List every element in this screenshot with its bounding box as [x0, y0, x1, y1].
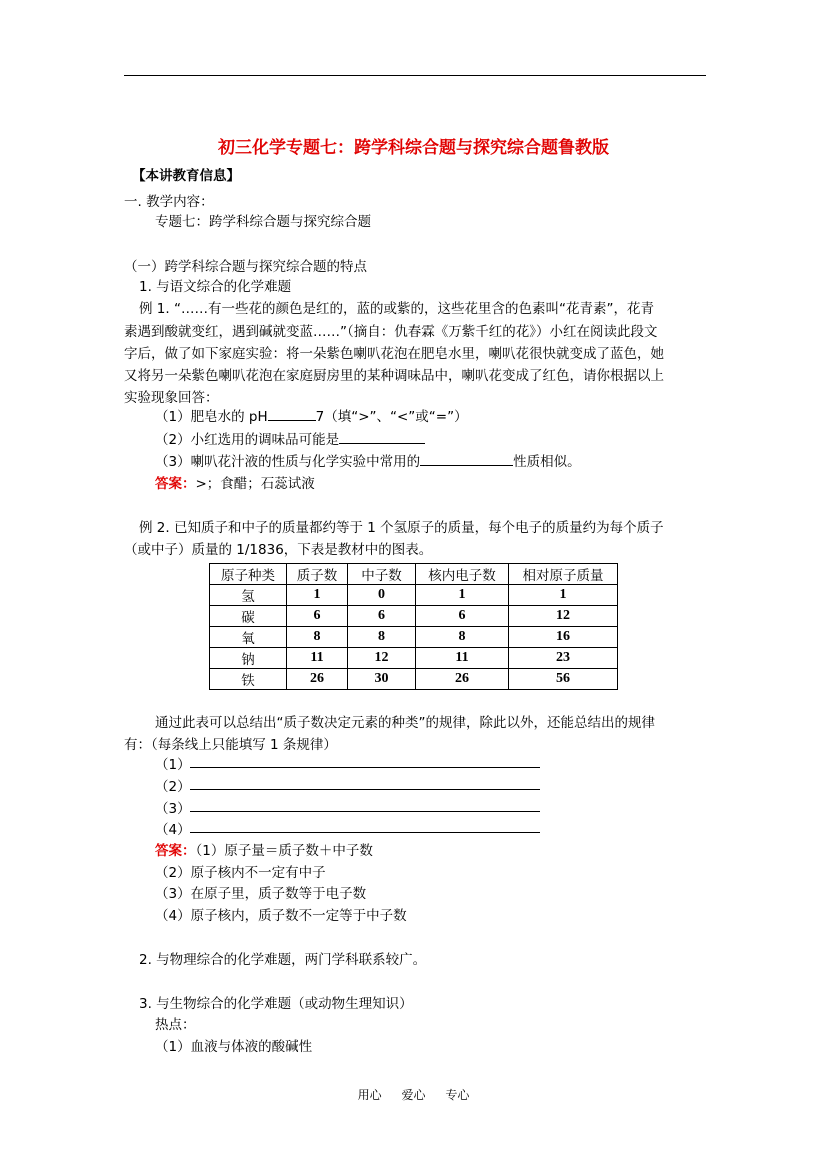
- answer-blank[interactable]: [420, 451, 513, 466]
- answer-2: [155, 839, 373, 859]
- answer-1: [155, 472, 315, 492]
- table-cell: 11: [287, 648, 348, 669]
- blank-label: （4）: [155, 822, 191, 838]
- answer-line[interactable]: [190, 789, 540, 790]
- summary-line: 通过此表可以总结出“质子数决定元素的种类”的规律，除此以外，还能总结出的规律: [155, 715, 655, 731]
- blank-label: （1）: [155, 757, 191, 773]
- question-2: [155, 428, 425, 448]
- page-title: 初三化学专题七：跨学科综合题与探究综合题鲁教版: [218, 138, 609, 158]
- item-2: 2. 与物理综合的化学难题，两门学科联系较广。: [139, 952, 427, 968]
- subsection-heading: （一）跨学科综合题与探究综合题的特点: [124, 259, 367, 275]
- example-1-line: 实验现象回答：: [124, 390, 219, 406]
- topic-line: 专题七：跨学科综合题与探究综合题: [155, 214, 371, 230]
- item-3: 3. 与生物综合的化学难题（或动物生理知识）: [139, 996, 413, 1012]
- table-cell: 12: [509, 606, 618, 627]
- table-cell: 6: [416, 606, 509, 627]
- table-cell: 26: [416, 669, 509, 690]
- table-cell: 6: [348, 606, 416, 627]
- table-cell: 8: [287, 627, 348, 648]
- blank-label: （2）: [155, 779, 191, 795]
- answer-blank[interactable]: [339, 429, 425, 444]
- question-1-text-2: 7（填“>”、“<”或“=”）: [315, 409, 468, 425]
- answer-label: 答案：: [155, 843, 196, 859]
- footer-text: 用心: [357, 1088, 382, 1102]
- atom-table: [209, 563, 618, 690]
- answer-1-text: >；食醋；石蕊试液: [195, 476, 315, 492]
- answer-2-item: （3）在原子里，质子数等于电子数: [155, 886, 367, 902]
- table-cell: 16: [509, 627, 618, 648]
- table-cell: 56: [509, 669, 618, 690]
- table-header: 核内电子数: [416, 564, 509, 585]
- table-row: [210, 585, 618, 606]
- table-cell: 1: [509, 585, 618, 606]
- page-footer: [0, 1086, 827, 1103]
- table-cell: 23: [509, 648, 618, 669]
- example-1-line: 例 1. “……有一些花的颜色是红的，蓝的或紫的，这些花里含的色素叫“花青素”，花青: [139, 301, 654, 317]
- answer-label: 答案：: [155, 476, 196, 492]
- table-cell: 30: [348, 669, 416, 690]
- table-cell: 氢: [210, 585, 287, 606]
- table-header: 质子数: [287, 564, 348, 585]
- table-cell: 1: [287, 585, 348, 606]
- summary-line: 有：（每条线上只能填写 1 条规律）: [124, 737, 337, 753]
- header-rule: [124, 75, 706, 76]
- example-2-line: 例 2. 已知质子和中子的质量都约等于 1 个氢原子的质量，每个电子的质量约为每个质子: [139, 520, 664, 536]
- example-1-line: 素遇到酸就变红，遇到碱就变蓝……”（摘自：仇春霖《万紫千红的花》）小红在阅读此段文: [124, 324, 658, 340]
- item-1: 1. 与语文综合的化学难题: [139, 279, 292, 295]
- table-cell: 碳: [210, 606, 287, 627]
- answer-blank[interactable]: [268, 406, 316, 421]
- table-row: [210, 669, 618, 690]
- table-row: [210, 648, 618, 669]
- answer-line[interactable]: [190, 767, 540, 768]
- table-cell: 氧: [210, 627, 287, 648]
- question-3-text: （3）喇叭花汁液的性质与化学实验中常用的: [155, 454, 421, 470]
- hotspot-item: （1）血液与体液的酸碱性: [155, 1039, 313, 1055]
- table-cell: 26: [287, 669, 348, 690]
- table-header: 原子种类: [210, 564, 287, 585]
- answer-line[interactable]: [190, 811, 540, 812]
- table-cell: 钠: [210, 648, 287, 669]
- table-header: 中子数: [348, 564, 416, 585]
- question-1: [155, 405, 468, 425]
- question-3: [155, 450, 581, 470]
- question-2-text: （2）小红选用的调味品可能是: [155, 432, 340, 448]
- table-row: [210, 627, 618, 648]
- answer-line[interactable]: [190, 832, 540, 833]
- blank-label: （3）: [155, 801, 191, 817]
- table-cell: 1: [416, 585, 509, 606]
- example-1-line: 字后，做了如下家庭实验：将一朵紫色喇叭花泡在肥皂水里，喇叭花很快就变成了蓝色，她: [124, 346, 664, 362]
- answer-2-item: （1）原子量＝质子数＋中子数: [195, 843, 373, 859]
- hotspot-label: 热点：: [155, 1017, 196, 1033]
- table-cell: 6: [287, 606, 348, 627]
- table-cell: 12: [348, 648, 416, 669]
- footer-text: 爱心: [401, 1088, 426, 1102]
- section-header: 【本讲教育信息】: [132, 168, 240, 184]
- table-cell: 铁: [210, 669, 287, 690]
- example-2-line: （或中子）质量的 1/1836，下表是教材中的图表。: [124, 542, 433, 558]
- footer-text: 专心: [445, 1088, 470, 1102]
- table-header-row: [210, 564, 618, 585]
- question-3-text-2: 性质相似。: [513, 454, 581, 470]
- example-1-line: 又将另一朵紫色喇叭花泡在家庭厨房里的某种调味品中，喇叭花变成了红色，请你根据以上: [124, 368, 664, 384]
- teaching-content-label: 一. 教学内容：: [124, 194, 214, 210]
- table-cell: 8: [348, 627, 416, 648]
- table-row: [210, 606, 618, 627]
- answer-2-item: （2）原子核内不一定有中子: [155, 865, 326, 881]
- answer-2-item: （4）原子核内，质子数不一定等于中子数: [155, 908, 407, 924]
- table-cell: 8: [416, 627, 509, 648]
- table-cell: 0: [348, 585, 416, 606]
- question-1-text: （1）肥皂水的 pH: [155, 409, 268, 425]
- table-header: 相对原子质量: [509, 564, 618, 585]
- table-cell: 11: [416, 648, 509, 669]
